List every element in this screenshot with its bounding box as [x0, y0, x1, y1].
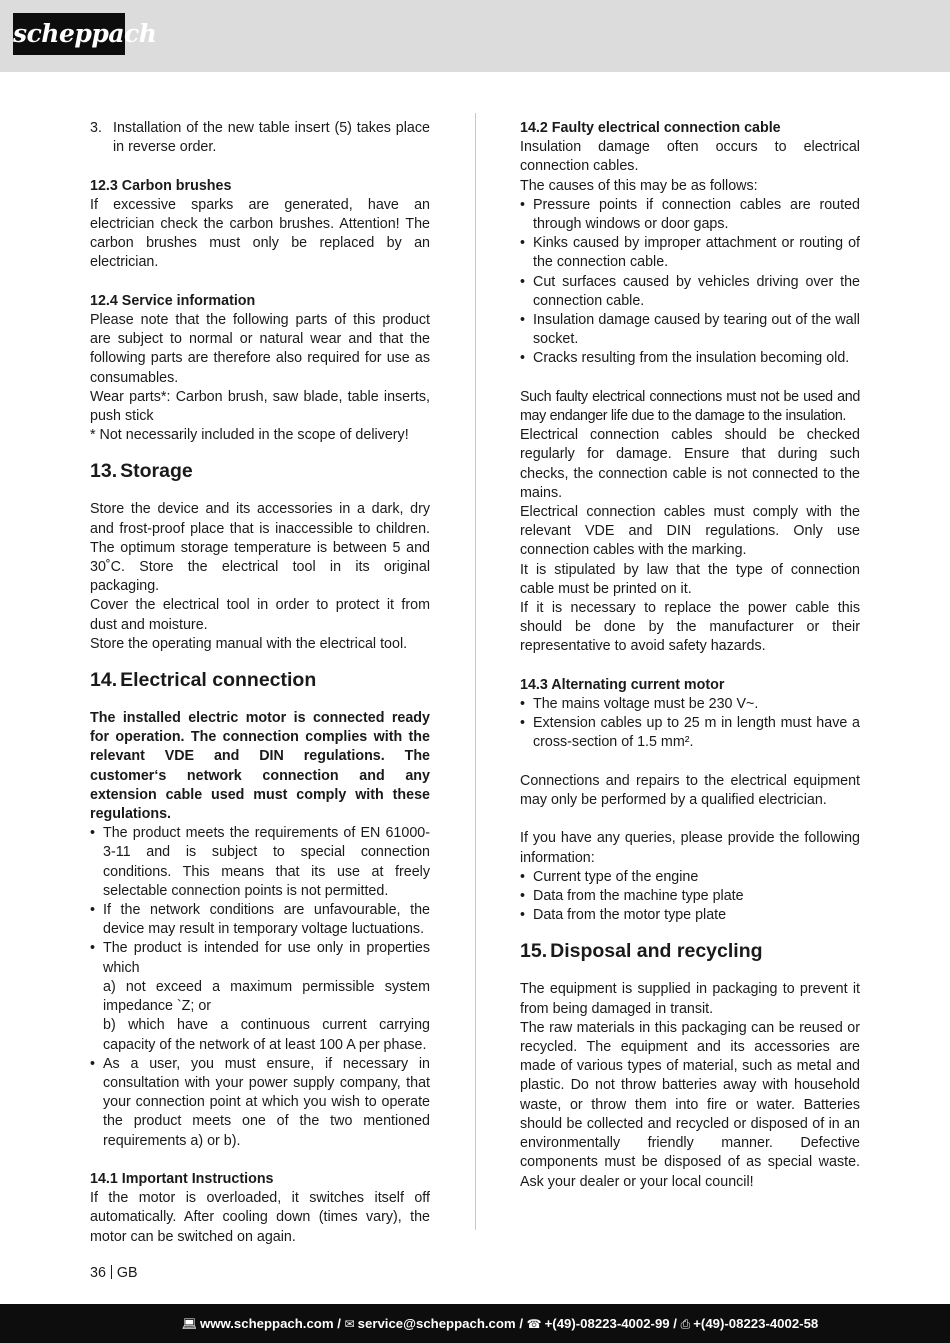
ac-motor-heading: 14.3 Alternating current motor [520, 676, 725, 693]
list-item-subtext: b) which have a continuous current carrying capacity of the network of at least 100 A per phase. [103, 1017, 430, 1053]
fax-icon: ⎙ [680, 1317, 691, 1331]
delivery-note: * Not necessarily included in the scope of delivery! [90, 427, 409, 444]
carbon-brushes-text: If excessive sparks are generated, have an electrician check the carbon brushes. Attention! The carbon brushes must only be replaced by an electrician. [90, 196, 430, 271]
storage-section-title [90, 459, 430, 483]
service-information-heading: 12.4 Service information [90, 292, 256, 309]
list-item [90, 901, 430, 939]
queries-text: If you have any queries, please provide the following information: [520, 830, 860, 866]
faulty-cable-paragraph-2: Electrical connection cables should be checked regularly for damage. Ensure that during such checks, the connection cable is not connected to the mains. [520, 427, 860, 501]
ac-motor-list [520, 695, 860, 753]
ac-motor-text: Connections and repairs to the electrical equipment may only be performed by a qualified electrician. [520, 772, 860, 809]
footer-phone: +(49)-08223-4002-99 [544, 1316, 670, 1331]
list-item [520, 311, 860, 349]
faulty-cable-paragraph-5: If it is necessary to replace the power cable this should be done by the manufacturer or their representative to avoid safety hazards. [520, 600, 860, 655]
electrical-requirements-list [90, 824, 430, 1150]
page-number [90, 1265, 138, 1281]
section-title-text: Disposal and recycling [550, 940, 763, 963]
wear-parts-text: Wear parts*: Carbon brush, saw blade, table inserts, push stick [90, 388, 430, 425]
list-item [520, 273, 860, 311]
list-item [90, 1055, 430, 1151]
section-number: 15. [520, 940, 548, 963]
list-item [520, 714, 860, 752]
list-item-text: The product meets the requirements of EN 61000-3-11 and is subject to special connection conditions. This means that its use at freely selectable connection points is not permitted. [103, 825, 430, 899]
header-bar [0, 0, 950, 72]
list-item-text: Data from the machine type plate [533, 888, 744, 905]
queries-list [520, 868, 860, 926]
list-item-text: Pressure points if connection cables are routed through windows or door gaps. [533, 196, 860, 233]
left-column [90, 119, 430, 1247]
list-item-text: Current type of the engine [533, 868, 699, 885]
page-language: GB [116, 1265, 138, 1281]
footer-separator: / [515, 1316, 527, 1331]
list-item [520, 695, 860, 714]
important-instructions-heading: 14.1 Important Instructions [90, 1170, 274, 1187]
list-item-text: If the network conditions are unfavourable, the device may result in temporary voltage luctuations. [103, 902, 430, 938]
faulty-cable-paragraph-4: It is stipulated by law that the type of connection cable must be printed on it. [520, 561, 860, 597]
list-item-text: As a user, you must ensure, if necessary in consultation with your power supply company, that your connection point at which you wish to operate the product meets one of the two mentioned requirements a) or b). [103, 1055, 430, 1149]
faulty-cable-paragraph-1: Such faulty electrical connections must not be used and may endanger life due to the damage to the insulation. [520, 388, 860, 425]
numbered-step-3 [90, 119, 430, 157]
brand-logo: scheppach [13, 13, 125, 55]
list-item-text: Extension cables up to 25 m in length must have a cross-section of 1.5 mm². [533, 715, 860, 751]
list-item-text: Cut surfaces caused by vehicles driving over the connection cable. [533, 273, 860, 309]
list-item [520, 196, 860, 234]
storage-text-3: Store the operating manual with the electrical tool. [90, 635, 408, 652]
section-title-text: Electrical connection [120, 669, 317, 692]
list-item [520, 868, 860, 887]
step-text: Installation of the new table insert (5) takes place in reverse order. [113, 120, 430, 156]
list-item-text: Data from the motor type plate [533, 907, 727, 924]
contact-footer [0, 1304, 950, 1343]
carbon-brushes-heading: 12.3 Carbon brushes [90, 177, 232, 194]
disposal-text-2: The raw materials in this packaging can be reused or recycled. The equipment and its accessories are made of various types of material, such as metal and plastic. Do not throw batteries away with household waste, or throw them into fire or water. Batteries should be collected and recycled or disposed of in an environmentally friendly manner. Defective components must be disposed of as special waste. Ask your dealer or your local council! [520, 1019, 860, 1190]
service-information-text: Please note that the following parts of this product are subject to normal or natural wear and that the following parts are therefore also required for use as consumables. [90, 312, 430, 386]
phone-icon: ☎ [526, 1317, 542, 1331]
causes-intro: The causes of this may be as follows: [520, 177, 758, 194]
disposal-section-title [520, 939, 860, 963]
page-number-separator [111, 1265, 112, 1279]
list-item [520, 349, 860, 368]
footer-website[interactable]: www.scheppach.com [199, 1316, 334, 1331]
list-item [520, 234, 860, 272]
footer-fax: +(49)-08223-4002-58 [693, 1316, 819, 1331]
right-column [520, 119, 860, 1192]
storage-text-1: Store the device and its accessories in a dark, dry and frost-proof place that is inaccessible to children. The optimum storage temperature is between 5 and 30˚C. Store the electrical tool in its original packaging. [90, 501, 430, 595]
footer-separator: / [333, 1316, 345, 1331]
list-item-text: The mains voltage must be 230 V~. [533, 696, 759, 713]
section-number: 14. [90, 669, 118, 692]
list-item [520, 887, 860, 906]
disposal-text-1: The equipment is supplied in packaging to prevent it from being damaged in transit. [520, 981, 860, 1017]
column-divider [475, 113, 476, 1230]
step-number: 3. [90, 120, 102, 136]
list-item [520, 906, 860, 925]
footer-email[interactable]: service@scheppach.com [357, 1316, 516, 1331]
list-item-text: Insulation damage caused by tearing out of the wall socket. [533, 312, 860, 348]
list-item [90, 939, 430, 1054]
footer-separator: / [669, 1316, 681, 1331]
list-item-text: Kinks caused by improper attachment or routing of the connection cable. [533, 235, 860, 271]
section-number: 13. [90, 460, 118, 483]
faulty-cable-text: Insulation damage often occurs to electrical connection cables. [520, 139, 860, 175]
important-instructions-text: If the motor is overloaded, it switches itself off automatically. After cooling down (times vary), the motor can be switched on again. [90, 1190, 430, 1245]
causes-list [520, 196, 860, 369]
section-title-text: Storage [120, 460, 193, 483]
list-item [90, 824, 430, 901]
electrical-intro-text: The installed electric motor is connected ready for operation. The connection complies with the relevant VDE and DIN regulations. The customer‘s network connection and any extension cable used must comply with these regulations. [90, 710, 430, 823]
list-item-subtext: a) not exceed a maximum permissible system impedance `Z; or [103, 978, 430, 1015]
storage-text-2: Cover the electrical tool in order to protect it from dust and moisture. [90, 597, 430, 633]
page-number-value: 36 [90, 1265, 106, 1281]
mail-icon: ✉︎ [344, 1317, 355, 1331]
list-item-text: Cracks resulting from the insulation becoming old. [533, 350, 850, 367]
faulty-cable-paragraph-3: Electrical connection cables must comply with the relevant VDE and DIN regulations. Only use connection cables with the marking. [520, 504, 860, 559]
computer-icon: 💻︎ [181, 1317, 197, 1331]
list-item-text: • The product is intended for use only in properties which [103, 940, 430, 976]
faulty-cable-heading: 14.2 Faulty electrical connection cable [520, 120, 781, 136]
electrical-connection-section-title [90, 668, 430, 692]
